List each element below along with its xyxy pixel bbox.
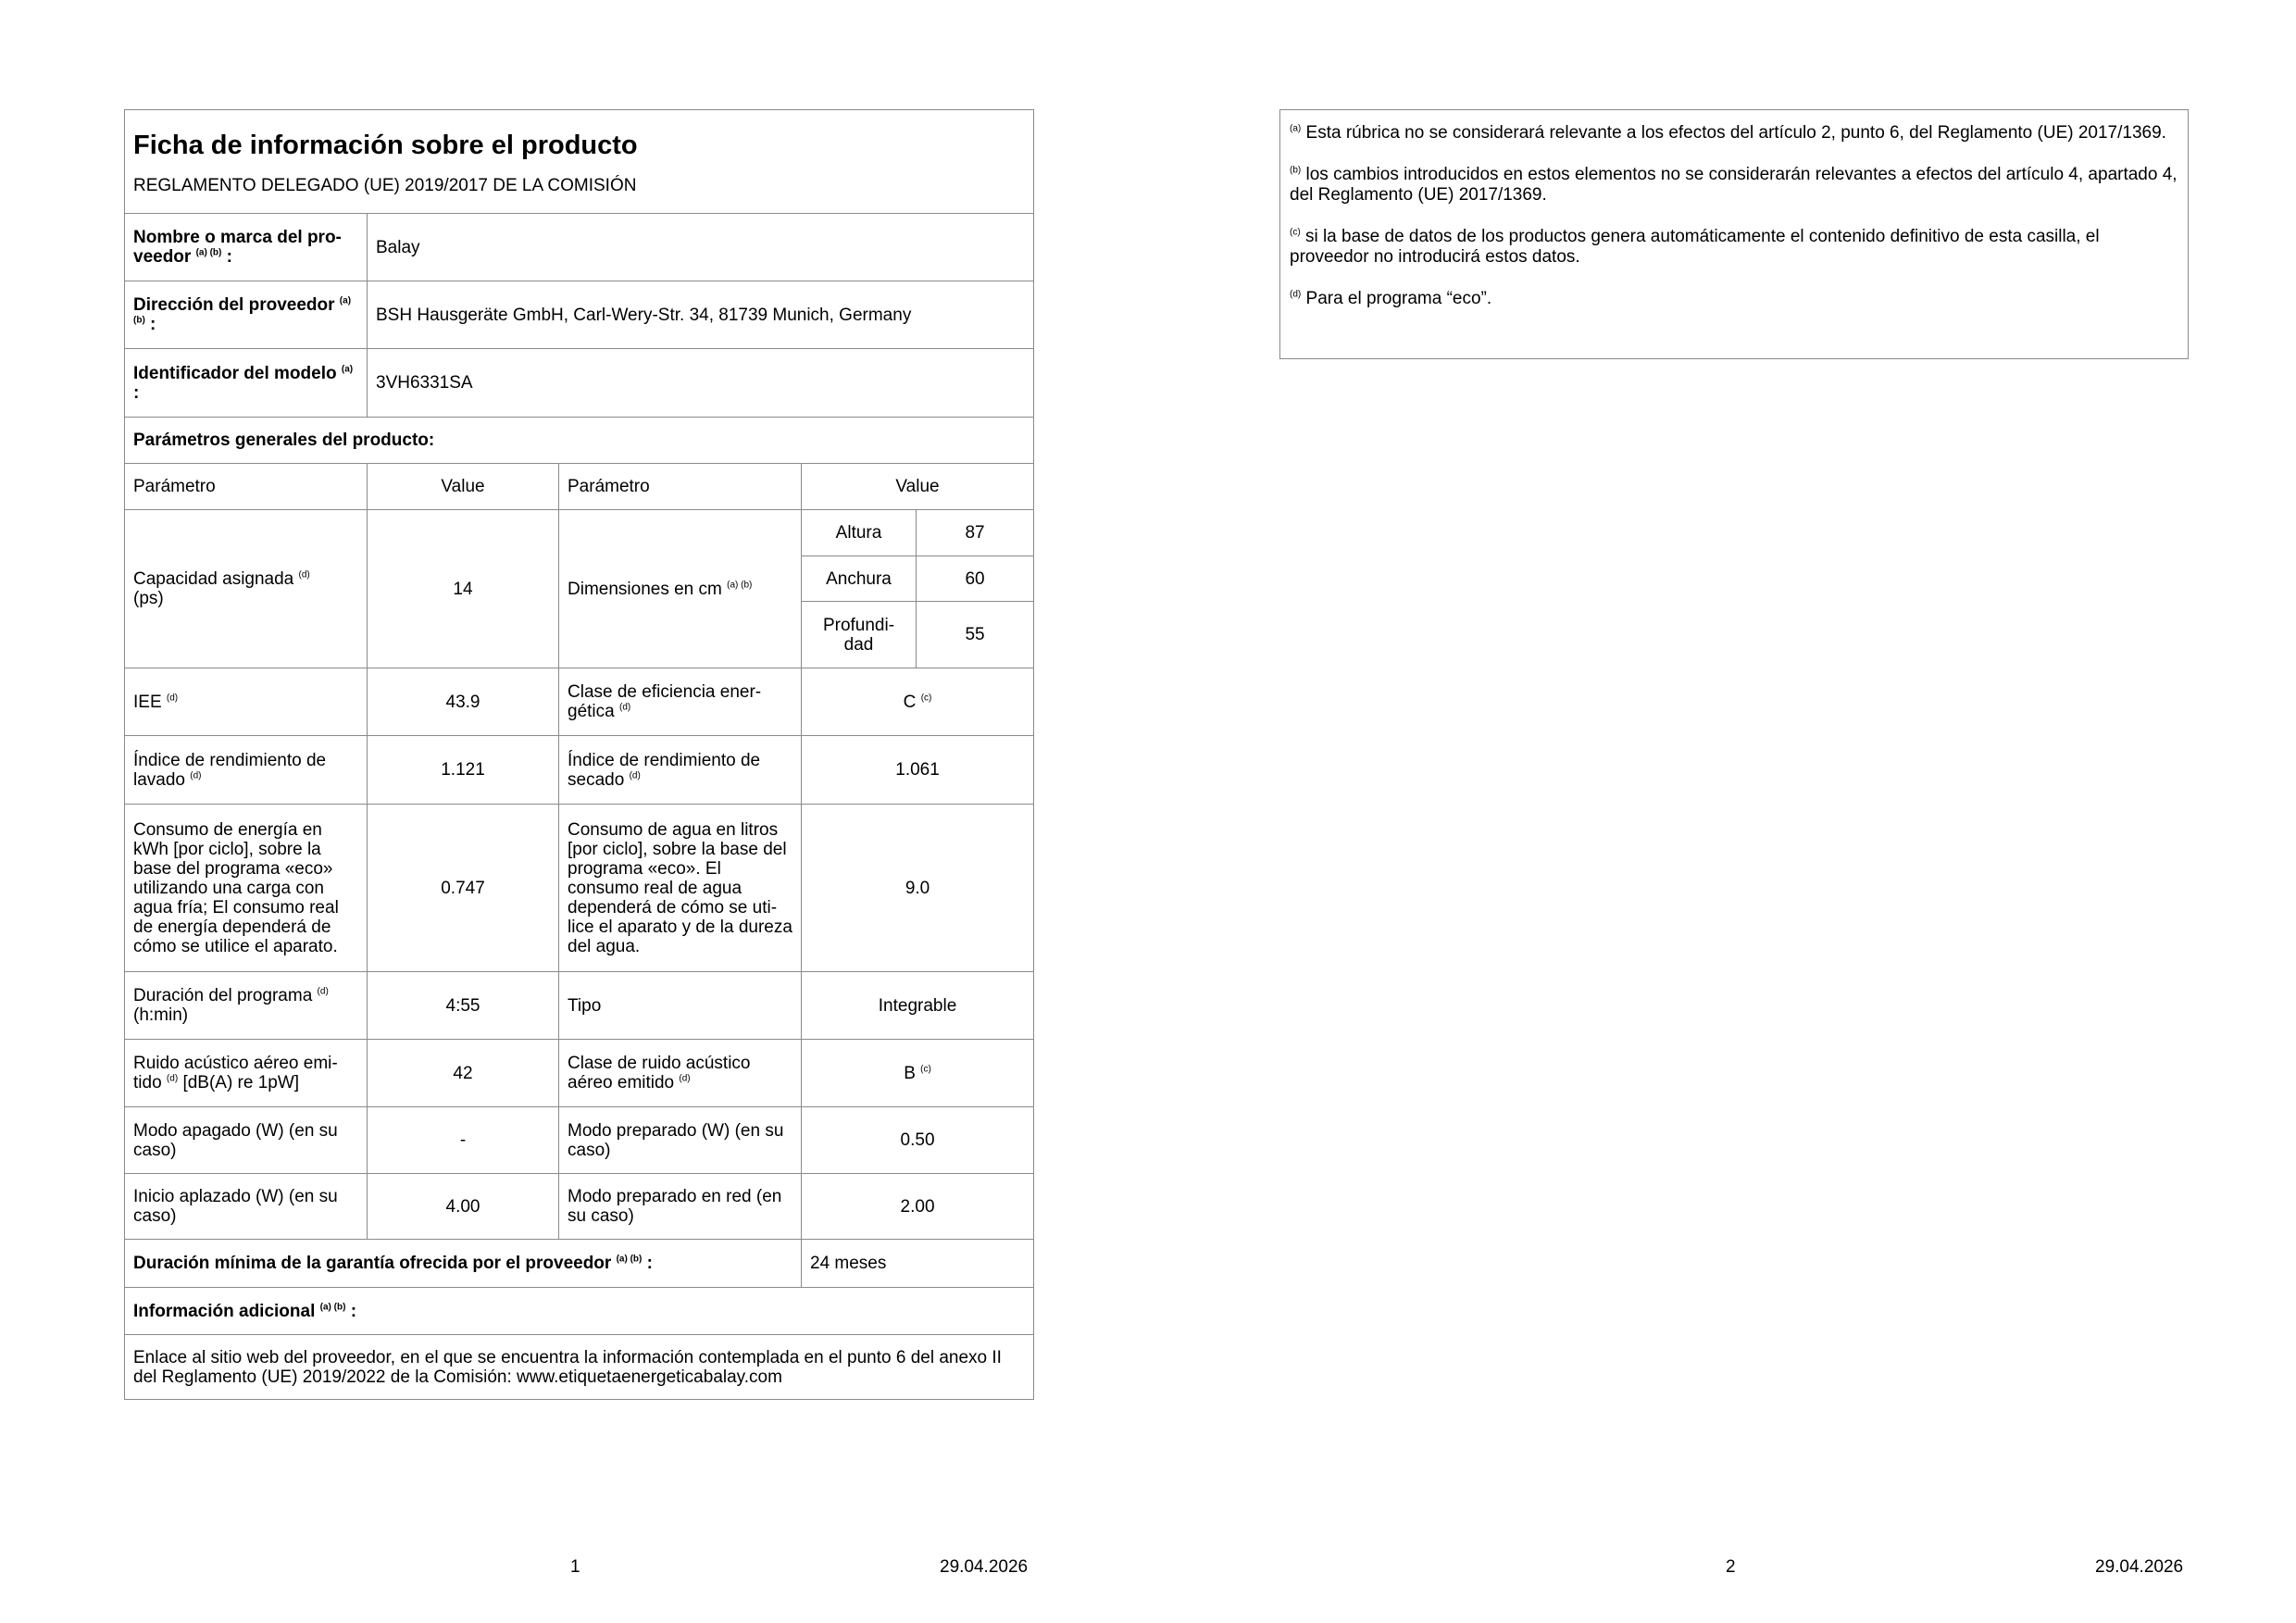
column-header-value-2: Value [802, 464, 1034, 510]
model-footnote-marks: (a) [341, 364, 354, 375]
column-header-parameter-2: Parámetro [559, 464, 802, 510]
page-number: 1 [570, 1557, 580, 1577]
power-modes-row [125, 1107, 1034, 1174]
efficiency-class-label: Clase de eficiencia ener-gética $^{(d)}$ [559, 668, 802, 736]
delay-start-label: Inicio aplazado (W) (en su caso) [125, 1174, 368, 1240]
dimensions-label: Dimensiones en cm $^{(a) (b)}$ [559, 510, 802, 668]
supplier-footnote-marks: (a) (b) [195, 247, 222, 258]
eei-label: IEE $^{(d)}$ [125, 668, 368, 736]
supplier-label: Nombre o marca del pro-veedor $^{(a) (b)}$ : [125, 214, 368, 281]
capacity-label: Capacidad asignada $^{(d)}$ (ps) [125, 510, 368, 668]
footnote-a: $^{(a)}$ Esta rúbrica no se considerará relevante a los efectos del artículo 2, punto 6, del Reglamento (UE) 2017/1369. [1290, 123, 2166, 143]
drying-index-value: 1.061 [802, 736, 1034, 805]
energy-consumption-value: 0.747 [368, 805, 559, 972]
address-label: Dirección del proveedor $^{(a) (b)}$ : [125, 281, 368, 349]
model-label: Identificador del modelo $^{(a)}$ : [125, 349, 368, 418]
type-label: Tipo [559, 972, 802, 1040]
performance-row [125, 736, 1034, 805]
capacity-dimensions-row [125, 510, 1034, 556]
duration-footnote-mark: (d) [317, 986, 329, 997]
noise-value: 42 [368, 1040, 559, 1107]
height-label: Altura [802, 510, 917, 556]
standby-mode-value: 0.50 [802, 1107, 1034, 1174]
delay-start-value: 4.00 [368, 1174, 559, 1240]
additional-info-label: Información adicional $^{(a) (b)}$ : [125, 1288, 1034, 1335]
height-value: 87 [917, 510, 1034, 556]
noise-class-value: B $^{(c)}$ [802, 1040, 1034, 1107]
drying-footnote-mark: (d) [629, 770, 641, 781]
supplier-website-text: Enlace al sitio web del proveedor, en el que se encuentra la información contemplada en el punto 6 del anexo II del Reglamento (UE) 2019/2022 de la Comisión: www.etiquetaenergeticabalay.com [125, 1335, 1034, 1400]
model-row [125, 349, 1034, 418]
depth-value: 55 [917, 602, 1034, 668]
noise-row [125, 1040, 1034, 1107]
duration-label: Duración del programa $^{(d)}$ (h:min) [125, 972, 368, 1040]
supplier-value: Balay [368, 214, 1034, 281]
depth-label: Profundi-dad [802, 602, 917, 668]
capacity-value: 14 [368, 510, 559, 668]
networked-standby-value: 2.00 [802, 1174, 1034, 1240]
water-consumption-label: Consumo de agua en litros [por ciclo], sobre la base del programa «eco». El consumo real de agua dependerá de cómo se uti-lice el aparato y de la dureza del agua. [559, 805, 802, 972]
width-value: 60 [917, 556, 1034, 602]
off-mode-label: Modo apagado (W) (en su caso) [125, 1107, 368, 1174]
header-row [125, 110, 1034, 214]
regulation-reference: REGLAMENTO DELEGADO (UE) 2019/2017 DE LA COMISIÓN [133, 176, 637, 195]
link-row [125, 1335, 1034, 1400]
capacity-footnote-mark: (d) [298, 569, 310, 581]
cleaning-footnote-mark: (d) [190, 770, 202, 781]
header-cell [125, 110, 1034, 214]
energy-consumption-label: Consumo de energía en kWh [por ciclo], sobre la base del programa «eco» utilizando una carga con agua fría; El consumo real de energía dependerá de cómo se utilice el aparato. [125, 805, 368, 972]
general-params-heading: Parámetros generales del producto: [125, 418, 1034, 464]
duration-value: 4:55 [368, 972, 559, 1040]
efficiency-value-footnote-mark: (c) [920, 693, 932, 704]
footnote-b-mark: (b) [1290, 165, 1302, 176]
off-mode-value: - [368, 1107, 559, 1174]
guarantee-footnote-marks: (a) (b) [616, 1254, 643, 1265]
cleaning-index-value: 1.121 [368, 736, 559, 805]
efficiency-class-value: C $^{(c)}$ [802, 668, 1034, 736]
dimensions-footnote-marks: (a) (b) [727, 580, 753, 591]
footnote-a-mark: (a) [1290, 123, 1302, 134]
drying-index-label: Índice de rendimiento de secado $^{(d)}$ [559, 736, 802, 805]
guarantee-row [125, 1240, 1034, 1288]
cleaning-index-label: Índice de rendimiento de lavado $^{(d)}$ [125, 736, 368, 805]
eei-footnote-mark: (d) [166, 693, 179, 704]
type-value: Integrable [802, 972, 1034, 1040]
noise-class-label: Clase de ruido acústico aéreo emitido $^{(d)}$ [559, 1040, 802, 1107]
additional-info-row [125, 1288, 1034, 1335]
supplier-row [125, 214, 1034, 281]
additional-footnote-marks: (a) (b) [319, 1302, 346, 1313]
footnote-c-mark: (c) [1290, 227, 1301, 238]
efficiency-footnote-mark: (d) [618, 702, 631, 713]
width-label: Anchura [802, 556, 917, 602]
delay-network-row [125, 1174, 1034, 1240]
noise-label: Ruido acústico aéreo emi-tido $^{(d)}$ [dB(A) re 1pW] [125, 1040, 368, 1107]
networked-standby-label: Modo preparado en red (en su caso) [559, 1174, 802, 1240]
product-information-sheet [124, 109, 1034, 1400]
general-params-row [125, 418, 1034, 464]
noise-class-value-footnote-mark: (c) [920, 1064, 931, 1075]
column-header-value-1: Value [368, 464, 559, 510]
footnotes-box [1279, 109, 2189, 359]
page-2 [1148, 0, 2296, 1623]
footnote-d: $^{(d)}$ Para el programa “eco”. [1290, 289, 1492, 308]
noise-class-footnote-mark: (d) [679, 1073, 691, 1084]
address-value: BSH Hausgeräte GmbH, Carl-Wery-Str. 34, 81739 Munich, Germany [368, 281, 1034, 349]
water-consumption-value: 9.0 [802, 805, 1034, 972]
duration-type-row [125, 972, 1034, 1040]
address-row [125, 281, 1034, 349]
guarantee-value: 24 meses [802, 1240, 1034, 1288]
sheet-title: Ficha de información sobre el producto [133, 131, 638, 160]
eei-row [125, 668, 1034, 736]
page-number: 2 [1726, 1557, 1736, 1577]
eei-value: 43.9 [368, 668, 559, 736]
standby-mode-label: Modo preparado (W) (en su caso) [559, 1107, 802, 1174]
column-header-parameter-1: Parámetro [125, 464, 368, 510]
consumption-row [125, 805, 1034, 972]
guarantee-label: Duración mínima de la garantía ofrecida por el proveedor $^{(a) (b)}$ : [125, 1240, 802, 1288]
footnote-c: $^{(c)}$ si la base de datos de los productos genera automáticamente el contenido definitivo de esta casilla, el proveedor no introducirá estos datos. [1290, 227, 2100, 267]
footnote-b: $^{(b)}$ los cambios introducidos en estos elementos no se considerarán relevantes a efectos del artículo 4, apartado 4, del Reglamento (UE) 2017/1369. [1290, 165, 2177, 205]
page-date: 29.04.2026 [940, 1557, 1029, 1577]
page-date: 29.04.2026 [2095, 1557, 2184, 1577]
noise-footnote-mark: (d) [166, 1073, 179, 1084]
footnote-d-mark: (d) [1290, 289, 1302, 300]
model-value: 3VH6331SA [368, 349, 1034, 418]
address-footnote-marks: (a) (b) [133, 295, 352, 326]
column-header-row [125, 464, 1034, 510]
